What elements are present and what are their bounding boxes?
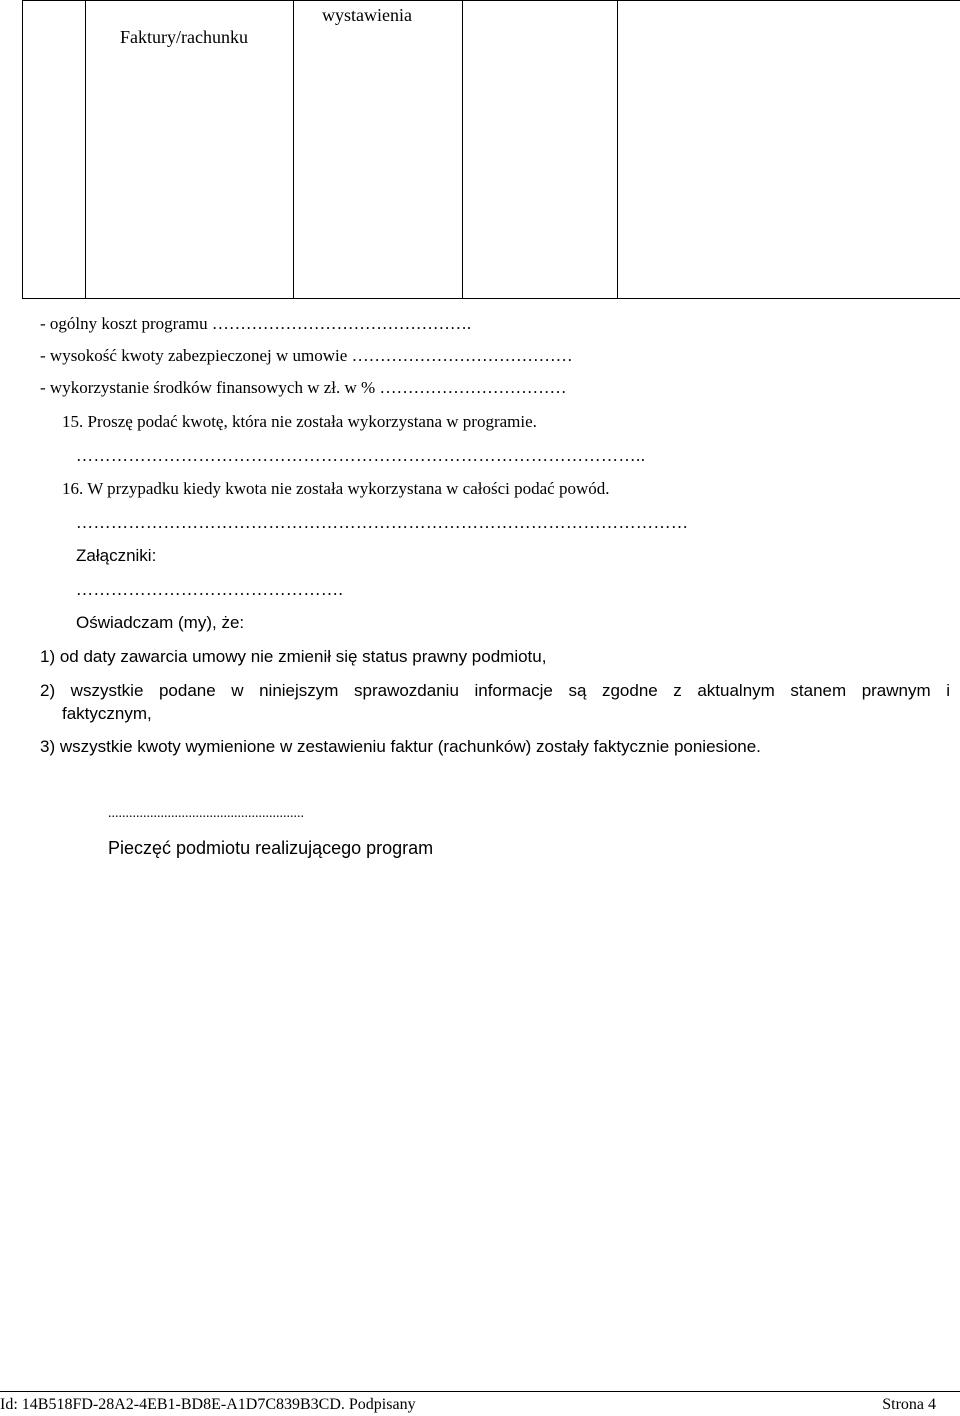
invoice-table: [22, 0, 960, 299]
declaration-heading: Oświadczam (my), że:: [76, 613, 245, 632]
declaration-item-2: 2) wszystkie podane w niniejszym sprawozdaniu informacje są zgodne z aktualnym stanem prawnym i: [40, 681, 950, 700]
table-cell: [23, 1, 86, 299]
attachments-label: Załączniki:: [76, 546, 157, 565]
table-cell: [294, 1, 463, 299]
footer-divider: [0, 1391, 960, 1392]
declaration-item-3: 3) wszystkie kwoty wymienione w zestawieniu faktur (rachunków) zostały faktycznie poniesione.: [40, 737, 761, 756]
question-16: 16. W przypadku kiedy kwota nie została wykorzystana w całości podać powód.: [62, 479, 610, 498]
question-15: 15. Proszę podać kwotę, która nie została wykorzystana w programie.: [62, 412, 537, 431]
issue-date-header: wystawienia: [322, 5, 412, 25]
security-amount-line: - wysokość kwoty zabezpieczonej w umowie …………………………………: [40, 346, 573, 365]
stamp-dots: ........................................................: [108, 806, 304, 821]
question-15-answer-line: ……………………………………………………………………………………..: [76, 446, 646, 465]
document-id: Id: 14B518FD-28A2-4EB1-BD8E-A1D7C839B3CD. Podpisany: [0, 1396, 416, 1413]
table-cell: [86, 1, 294, 299]
table-cell: [463, 1, 618, 299]
table-cell: [618, 1, 960, 299]
attachments-line: ……………………………………….: [76, 580, 344, 599]
page-number: Strona 4: [882, 1396, 936, 1413]
declaration-item-1: 1) od daty zawarcia umowy nie zmienił się status prawny podmiotu,: [40, 647, 547, 666]
funds-used-line: - wykorzystanie środków finansowych w zł. w % ……………………………: [40, 378, 567, 397]
question-16-answer-line: ……………………………………………………………………………………………: [76, 513, 689, 532]
invoice-number-header: Faktury/rachunku: [120, 27, 248, 47]
total-cost-line: - ogólny koszt programu ……………………………………….: [40, 314, 472, 333]
stamp-label: Pieczęć podmiotu realizującego program: [108, 838, 434, 858]
declaration-item-2-continued: faktycznym,: [62, 704, 152, 723]
